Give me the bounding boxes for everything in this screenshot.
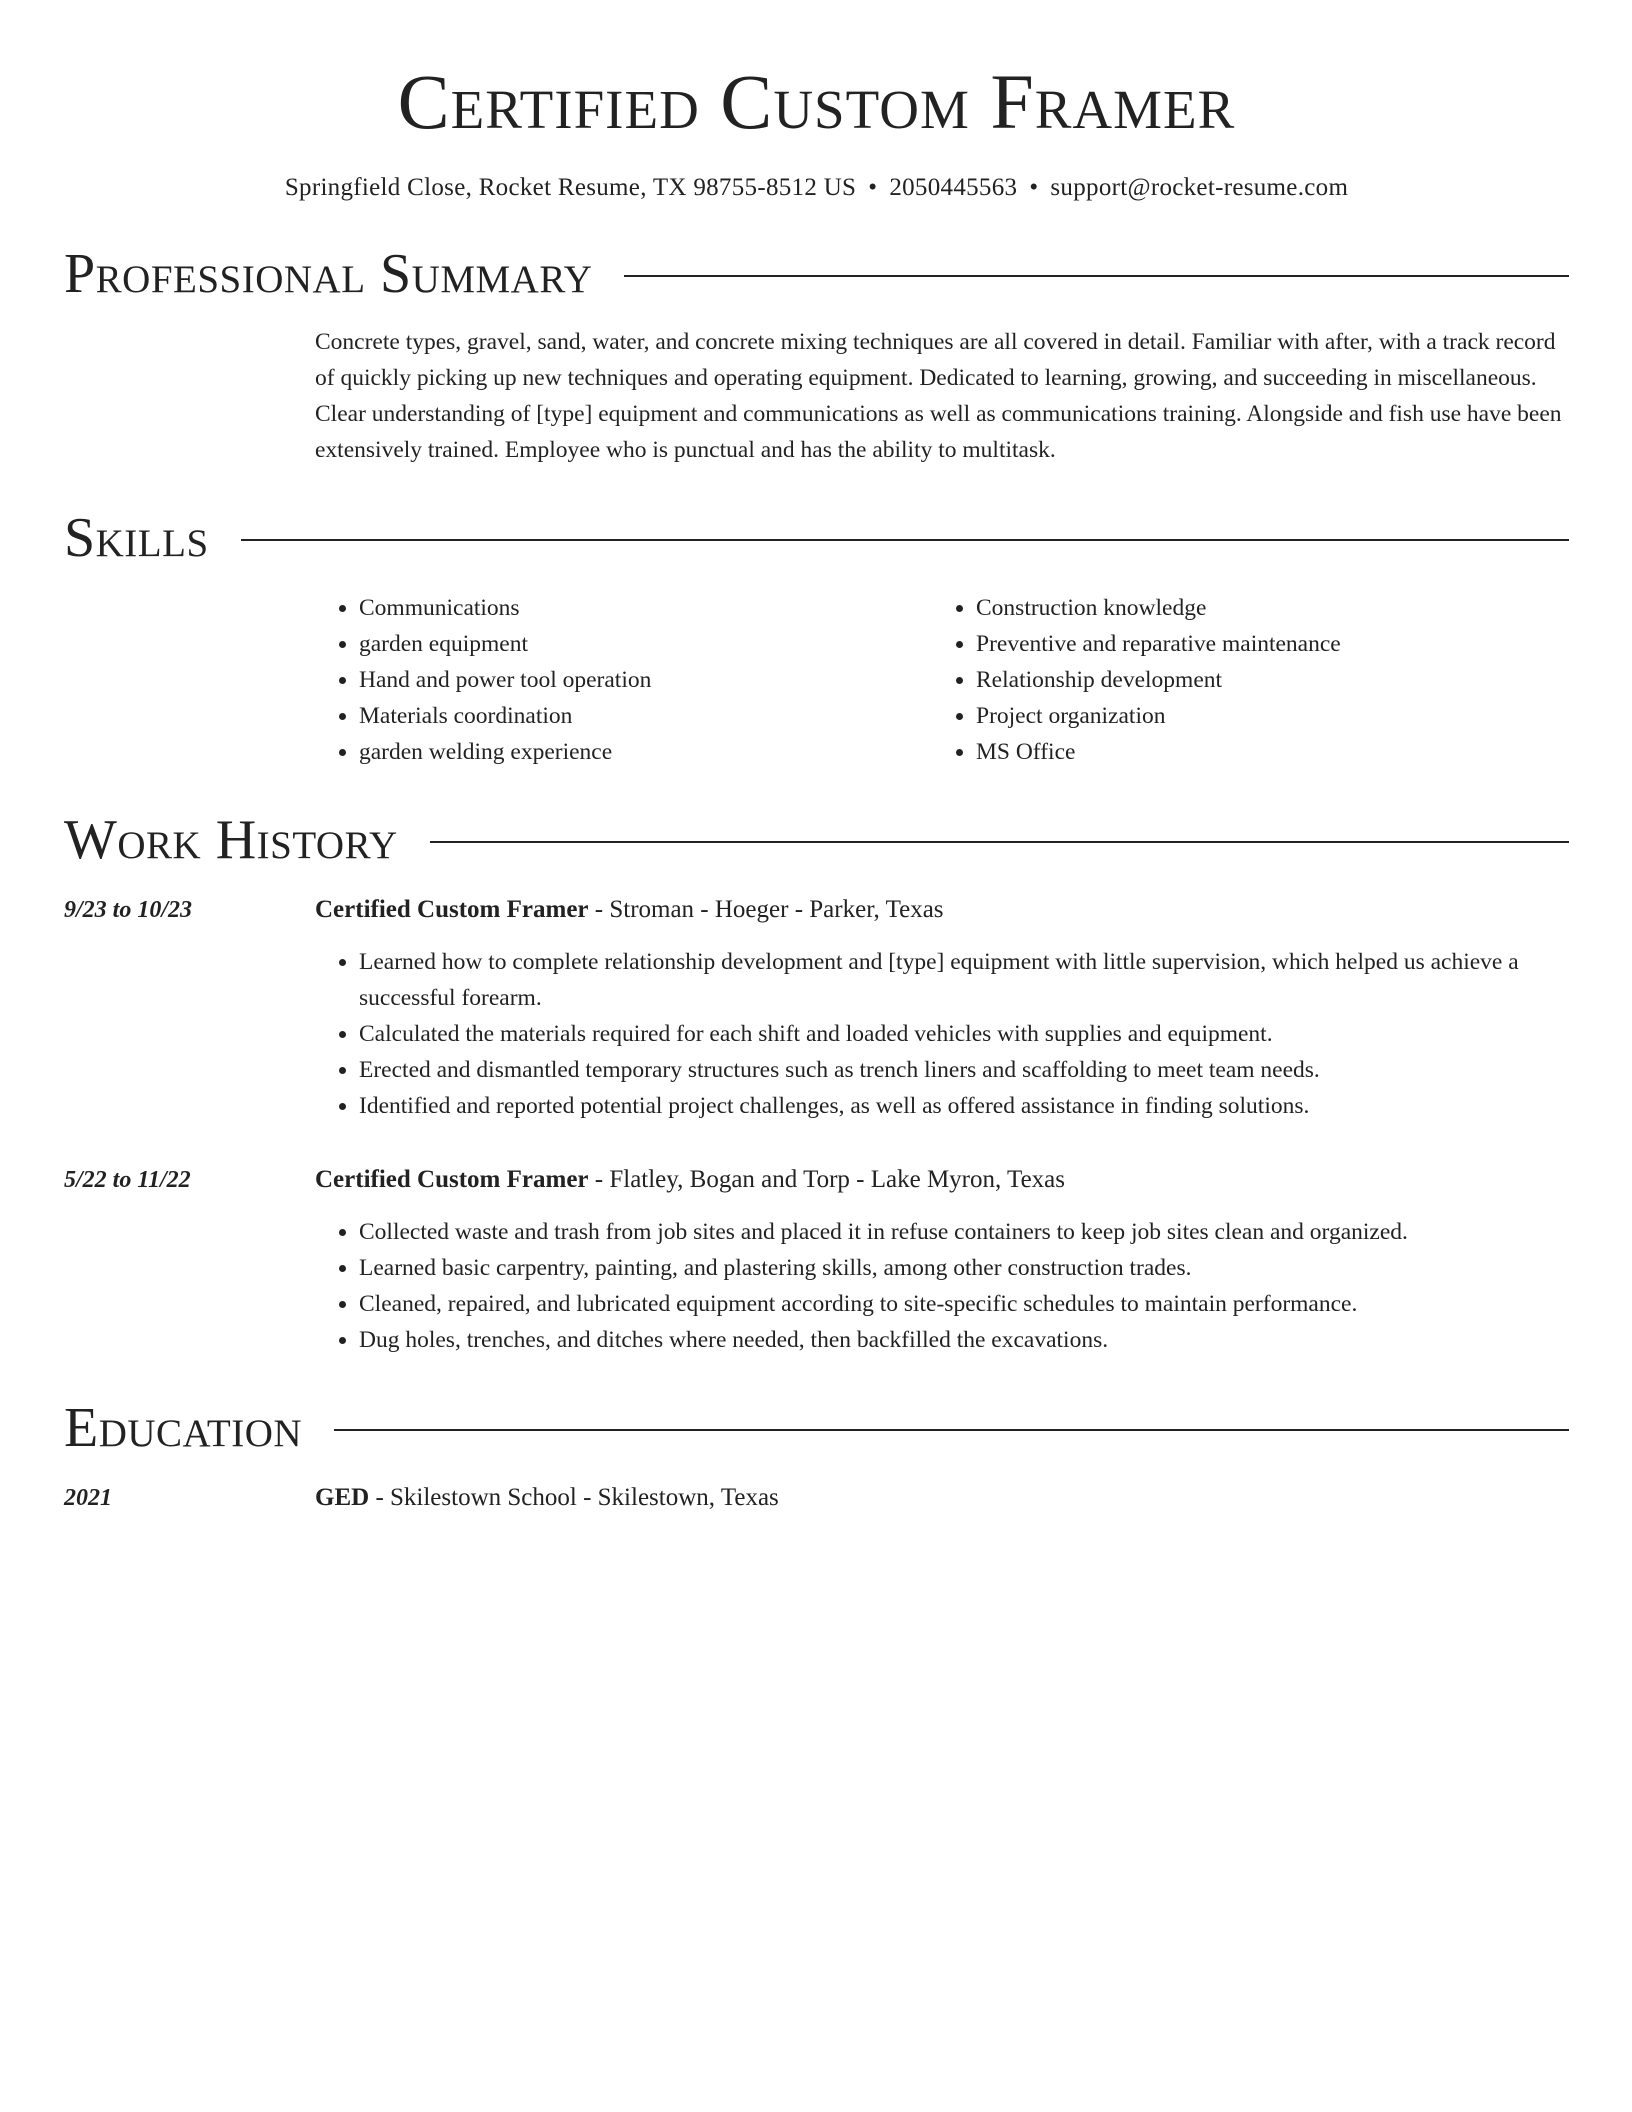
job-bullet: • Dug holes, trenches, and ditches where needed, then backfilled the excavations. xyxy=(359,1322,1569,1358)
job-title: Certified Custom Framer xyxy=(315,1166,589,1193)
education-degree: GED xyxy=(315,1484,370,1511)
skill-item: • garden welding experience xyxy=(359,734,932,770)
skill-item: • MS Office xyxy=(976,734,1549,770)
contact-address: Springfield Close, Rocket Resume, TX 98755-8512 US xyxy=(284,174,857,201)
job-employer: - Flatley, Bogan and Torp - Lake Myron, Texas xyxy=(588,1166,1066,1193)
education-heading: Education xyxy=(64,1397,303,1459)
skills-list-left xyxy=(315,590,932,770)
job-title: Certified Custom Framer xyxy=(315,896,589,923)
section-divider xyxy=(430,841,1569,843)
skill-item: • Hand and power tool operation xyxy=(359,662,932,698)
summary-heading: Professional Summary xyxy=(64,243,593,305)
education-line xyxy=(315,1480,1569,1516)
contact-separator: • xyxy=(1029,174,1039,201)
job-bullet: • Calculated the materials required for each shift and loaded vehicles with supplies and equipment. xyxy=(359,1016,1569,1052)
education-year: 2021 xyxy=(64,1485,112,1511)
contact-phone: 2050445563 xyxy=(889,174,1018,201)
resume-page xyxy=(64,0,1569,1516)
job-main xyxy=(315,1162,1569,1358)
skill-item: • Materials coordination xyxy=(359,698,932,734)
job-bullets xyxy=(315,944,1569,1124)
work-heading: Work History xyxy=(64,809,398,871)
contact-line xyxy=(64,172,1569,204)
education-school: - Skilestown School - Skilestown, Texas xyxy=(369,1484,779,1511)
skill-item: • Communications xyxy=(359,590,932,626)
skills-grid xyxy=(315,590,1569,770)
skills-section-header xyxy=(64,506,1569,570)
job-bullet: • Erected and dismantled temporary structures such as trench liners and scaffolding to meet team needs. xyxy=(359,1052,1569,1088)
education-section-header xyxy=(64,1396,1569,1460)
skill-item: • Relationship development xyxy=(976,662,1549,698)
skills-list-right xyxy=(932,590,1549,770)
skill-item: • Project organization xyxy=(976,698,1549,734)
job-bullet: • Identified and reported potential project challenges, as well as offered assistance in finding solutions. xyxy=(359,1088,1569,1124)
summary-text: Concrete types, gravel, sand, water, and concrete mixing techniques are all covered in detail. Familiar with after, with a track record of quickly picking up new techniques and operating equipment. Dedicated to learning, growing, and succeeding in miscellaneous. Clear understanding of [type] equipment and communications as well as communications training. Alongside and fish use have been extensively trained. Employee who is punctual and has the ability to multitask. xyxy=(315,329,1562,463)
job-bullet: • Collected waste and trash from job sites and placed it in refuse containers to keep job sites clean and organized. xyxy=(359,1214,1569,1250)
job-bullet: • Learned basic carpentry, painting, and plastering skills, among other construction trades. xyxy=(359,1250,1569,1286)
skills-body xyxy=(315,590,1569,770)
job-bullets xyxy=(315,1214,1569,1358)
contact-separator: • xyxy=(868,174,878,201)
summary-body xyxy=(315,324,1569,468)
job-employer: - Stroman - Hoeger - Parker, Texas xyxy=(588,896,944,923)
education-main xyxy=(315,1480,1569,1516)
section-divider xyxy=(334,1429,1569,1431)
job-bullet: • Cleaned, repaired, and lubricated equipment according to site-specific schedules to maintain performance. xyxy=(359,1286,1569,1322)
skill-item: • Construction knowledge xyxy=(976,590,1549,626)
job-title-line xyxy=(315,1162,1569,1198)
skill-item: • garden equipment xyxy=(359,626,932,662)
job-main xyxy=(315,892,1569,1124)
candidate-name: Certified Custom Framer xyxy=(397,58,1236,145)
skill-item: • Preventive and reparative maintenance xyxy=(976,626,1549,662)
job-bullet: • Learned how to complete relationship development and [type] equipment with little supervision, which helped us achieve a successful forearm. xyxy=(359,944,1569,1016)
section-divider xyxy=(624,275,1569,277)
job-entry xyxy=(64,892,1569,1124)
work-section-header xyxy=(64,808,1569,872)
job-entry xyxy=(64,1162,1569,1358)
job-dates: 9/23 to 10/23 xyxy=(64,897,193,923)
summary-section-header xyxy=(64,242,1569,306)
section-divider xyxy=(241,539,1569,541)
job-dates: 5/22 to 11/22 xyxy=(64,1167,191,1193)
skills-heading: Skills xyxy=(64,507,209,569)
job-title-line xyxy=(315,892,1569,928)
education-entry xyxy=(64,1480,1569,1516)
contact-email: support@rocket-resume.com xyxy=(1050,174,1349,201)
